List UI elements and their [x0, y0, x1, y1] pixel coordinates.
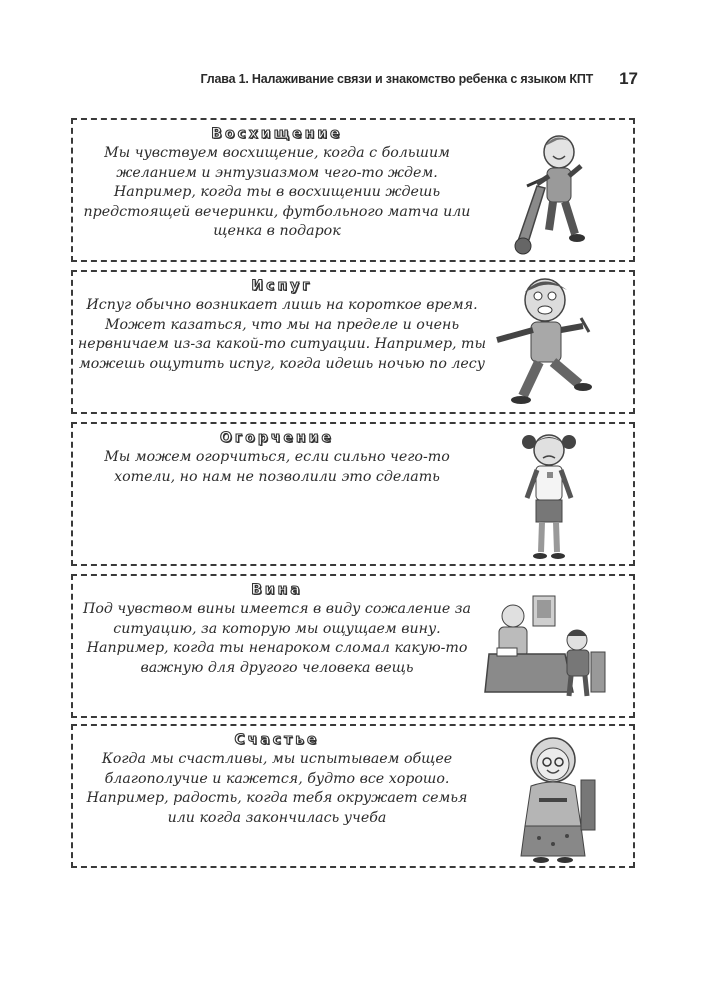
card-title: Восхищение [211, 126, 343, 142]
emotion-card-guilt [71, 574, 635, 718]
card-title: Огорчение [220, 430, 334, 446]
boy-on-scooter-icon [497, 126, 607, 258]
page-header [70, 68, 638, 90]
card-text [77, 278, 487, 374]
card-text [77, 430, 477, 487]
card-text [77, 582, 477, 678]
emotion-card-fear [71, 270, 635, 414]
principal-office-icon [481, 592, 609, 702]
card-body: Мы чувствуем восхищение, когда с большим желанием и энтузиазмом чего-то ждем. Например, когда ты в восхищении ждешь предстоящей вечеринки, футбольного матча или щенка в подарок [83, 145, 471, 239]
emotion-card-upset [71, 422, 635, 566]
happy-grandmother-icon [503, 730, 603, 866]
card-text [77, 732, 477, 828]
card-body: Мы можем огорчиться, если сильно чего-то хотели, но нам не позволили это сделать [104, 449, 450, 485]
running-title: Глава 1. Налаживание связи и знакомство ребенка с языком КПТ [200, 72, 594, 86]
scared-running-man-icon [483, 274, 603, 412]
page-number: 17 [619, 69, 638, 88]
card-title: Испуг [251, 278, 313, 294]
card-body: Испуг обычно возникает лишь на короткое время. Может казаться, что мы на пределе и очень нервничаем из-за какой-то ситуации. Например, ты можешь ощутить испуг, когда идешь ночью по лесу [77, 297, 487, 372]
upset-girl-icon [509, 428, 589, 564]
card-body: Под чувством вины имеется в виду сожаление за ситуацию, за которую мы ощущаем вину. Например, когда ты ненароком сломал какую-то важную для другого человека вещь [83, 601, 471, 676]
card-text [77, 126, 477, 242]
card-title: Счастье [234, 732, 320, 748]
emotion-card-happiness [71, 724, 635, 868]
emotion-card-admiration [71, 118, 635, 262]
card-body: Когда мы счастливы, мы испытываем общее благополучие и кажется, будто все хорошо. Например, радость, когда тебя окружает семья или когда закончилась учеба [86, 751, 468, 826]
card-title: Вина [251, 582, 303, 598]
